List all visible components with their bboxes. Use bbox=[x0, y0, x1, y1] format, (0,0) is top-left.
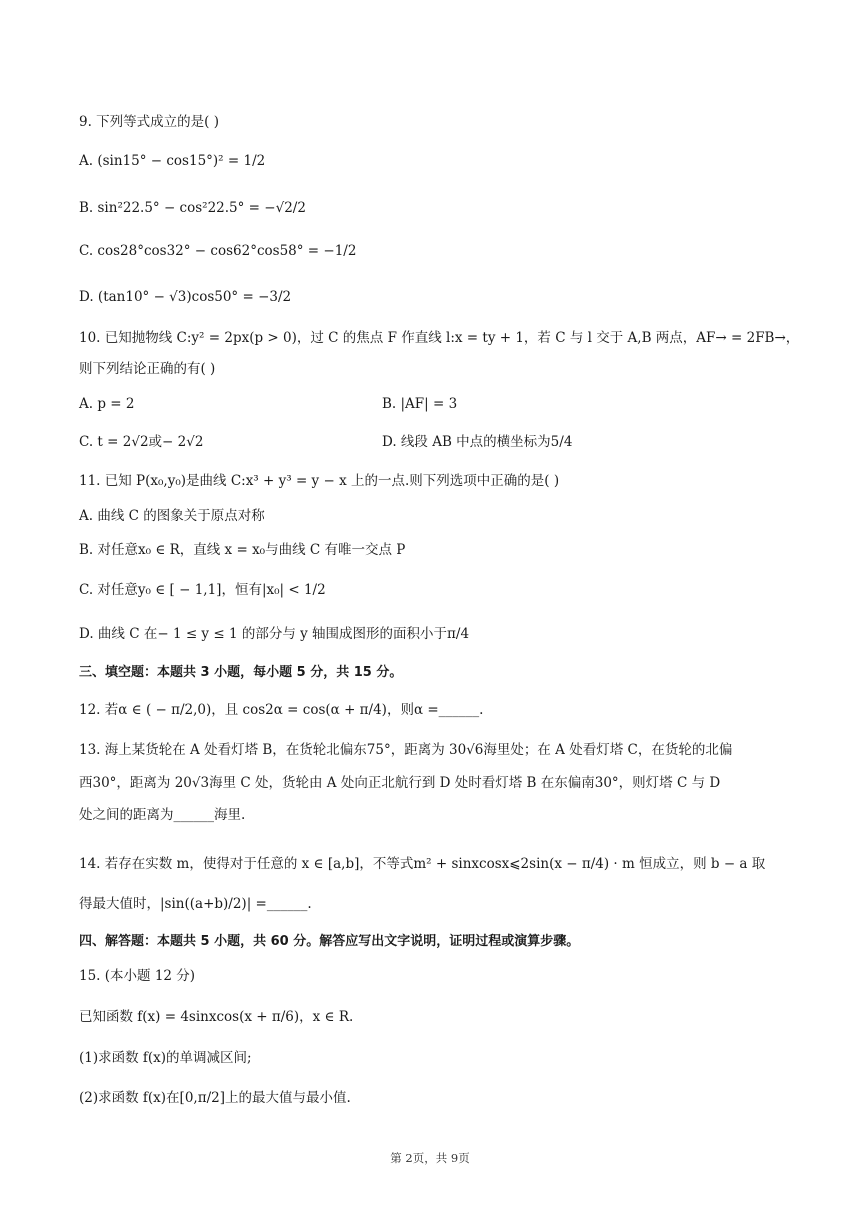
section-4-heading: 四、解答题：本题共 5 小题，共 60 分。解答应写出文字说明，证明过程或演算步骤。 bbox=[79, 934, 580, 949]
page-footer: 第 2页，共 9页 bbox=[390, 1151, 470, 1165]
q10-option-b: B. |AF| = 3 bbox=[382, 396, 458, 412]
q11-option-c: C. 对任意y₀ ∈ [ − 1,1]，恒有|x₀| < 1/2 bbox=[79, 582, 326, 598]
q10-option-a: A. p = 2 bbox=[79, 396, 135, 412]
q11-option-d: D. 曲线 C 在− 1 ≤ y ≤ 1 的部分与 y 轴围成图形的面积小于π/4 bbox=[79, 626, 470, 642]
section-3-heading: 三、填空题：本题共 3 小题，每小题 5 分，共 15 分。 bbox=[79, 665, 403, 680]
q10-stem-1: 10. 已知抛物线 C:y² = 2px(p > 0)，过 C 的焦点 F 作直线 l:x = ty + 1，若 C 与 l 交于 A,B 两点，AF→ = 2FB→， bbox=[79, 330, 800, 346]
q11-option-a: A. 曲线 C 的图象关于原点对称 bbox=[79, 508, 265, 524]
q10-stem-2: 则下列结论正确的有( ) bbox=[79, 361, 216, 377]
q15-title: 15. (本小题 12 分) bbox=[79, 968, 196, 984]
q9-option-c: C. cos28°cos32° − cos62°cos58° = −1/2 bbox=[79, 243, 357, 259]
q12: 12. 若α ∈ ( − π/2,0)，且 cos2α = cos(α + π/4)，则α =______. bbox=[79, 702, 484, 718]
q9-option-b: B. sin²22.5° − cos²22.5° = −√2/2 bbox=[79, 200, 306, 216]
q11-stem: 11. 已知 P(x₀,y₀)是曲线 C:x³ + y³ = y − x 上的一点.则下列选项中正确的是( ) bbox=[79, 473, 560, 489]
q9-option-a: A. (sin15° − cos15°)² = 1/2 bbox=[79, 153, 266, 169]
q15-part-2: (2)求函数 f(x)在[0,π/2]上的最大值与最小值. bbox=[79, 1090, 351, 1106]
q9-stem: 9. 下列等式成立的是( ) bbox=[79, 114, 219, 130]
q10-option-d: D. 线段 AB 中点的横坐标为5/4 bbox=[382, 434, 573, 450]
q15-part-1: (1)求函数 f(x)的单调减区间; bbox=[79, 1050, 252, 1066]
q11-option-b: B. 对任意x₀ ∈ R，直线 x = x₀与曲线 C 有唯一交点 P bbox=[79, 542, 406, 558]
q9-option-d: D. (tan10° − √3)cos50° = −3/2 bbox=[79, 289, 292, 305]
q14-line-1: 14. 若存在实数 m，使得对于任意的 x ∈ [a,b]，不等式m² + sinxcosx⩽2sin(x − π/4) · m 恒成立，则 b − a 取 bbox=[79, 856, 766, 872]
q14-line-2: 得最大值时，|sin((a+b)/2)| =______. bbox=[79, 896, 312, 912]
q13-line-2: 西30°，距离为 20√3海里 C 处，货轮由 A 处向正北航行到 D 处时看灯塔 B 在东偏南30°，则灯塔 C 与 D bbox=[79, 775, 721, 791]
q15-given: 已知函数 f(x) = 4sinxcos(x + π/6)，x ∈ R. bbox=[79, 1009, 354, 1025]
q13-line-3: 处之间的距离为______海里. bbox=[79, 807, 246, 823]
q13-line-1: 13. 海上某货轮在 A 处看灯塔 B，在货轮北偏东75°，距离为 30√6海里处；在 A 处看灯塔 C，在货轮的北偏 bbox=[79, 742, 733, 758]
q10-option-c: C. t = 2√2或− 2√2 bbox=[79, 434, 204, 450]
